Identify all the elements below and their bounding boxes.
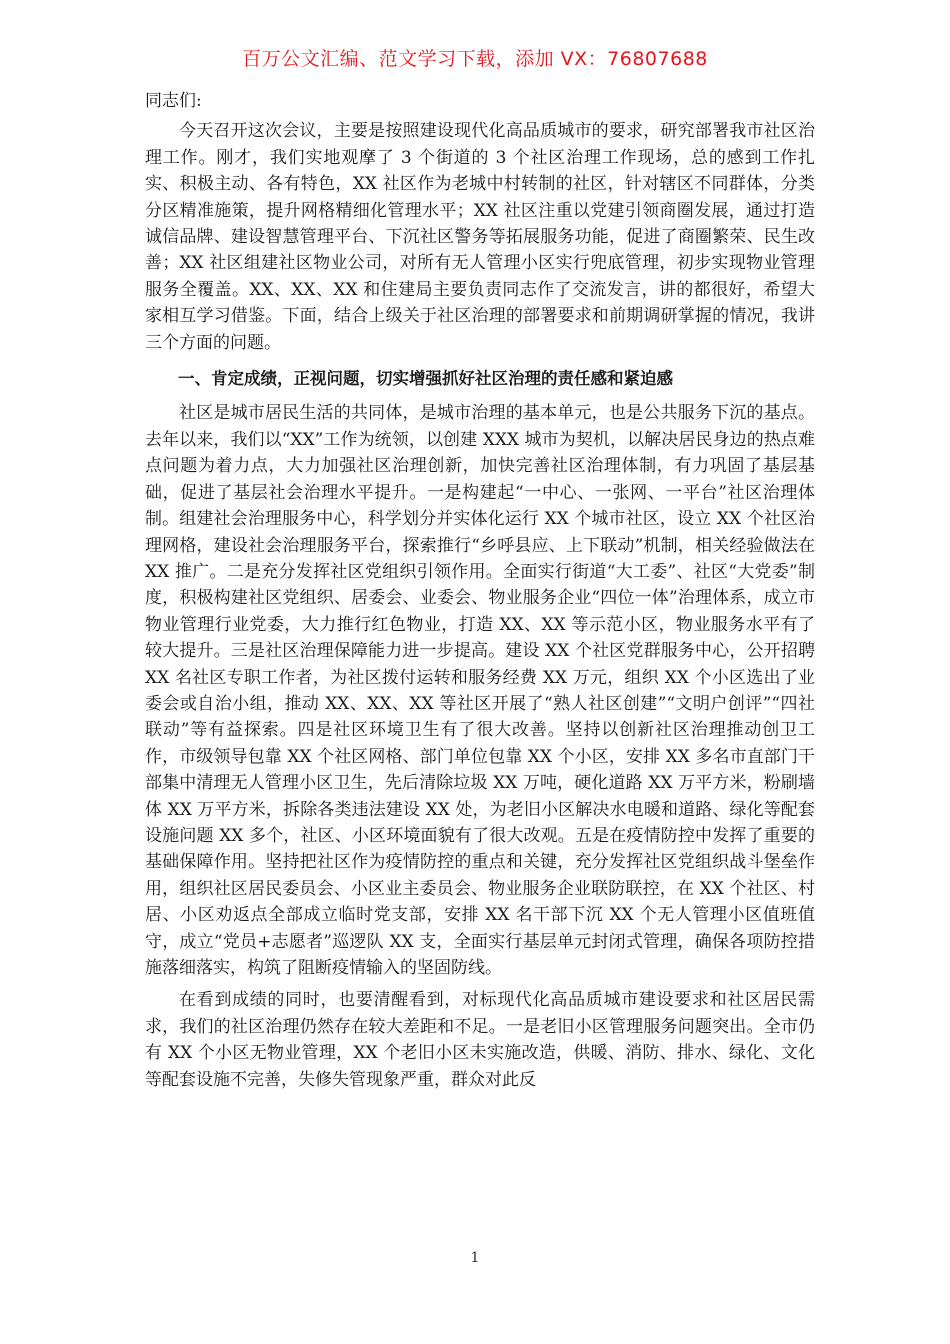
intro-paragraph: 今天召开这次会议，主要是按照建设现代化高品质城市的要求，研究部署我市社区治理工作。刚才，我们实地观摩了 3 个街道的 3 个社区治理工作现场，总的感到工作扎实、积极主动、各有特色，XX 社区作为老城中村转制的社区，针对辖区不同群体，分类分区精准施策，提升网格精细化管理水平；XX 社区注重以党建引领商圈发展，通过打造诚信品牌、建设智慧管理平台、下沉社区警务等拓展服务功能，促进了商圈繁荣、民生改善；XX 社区组建社区物业公司，对所有无人管理小区实行兜底管理，初步实现物业管理服务全覆盖。XX、XX、XX 和住建局主要负责同志作了交流发言，讲的都很好，希望大家相互学习借鉴。下面，结合上级关于社区治理的部署要求和前期调研掌握的情况，我讲三个方面的问题。 — [145, 121, 815, 353]
section-paragraph: 在看到成绩的同时，也要清醒看到，对标现代化高品质城市建设要求和社区居民需求，我们的社区治理仍然存在较大差距和不足。一是老旧小区管理服务问题突出。全市仍有 XX 个小区无物业管理，XX 个老旧小区未实施改造，供暖、消防、排水、绿化、文化等配套设施不完善，失修失管现象严重，群众对此反 — [145, 990, 815, 1090]
document-body — [145, 88, 815, 1099]
section-heading: 一、肯定成绩，正视问题，切实增强抓好社区治理的责任感和紧迫感 — [178, 369, 673, 389]
page-number: 1 — [470, 1250, 480, 1266]
salutation: 同志们: — [145, 91, 202, 111]
watermark-header: 百万公文汇编、范文学习下载，添加 VX：76807688 — [242, 48, 708, 70]
section-paragraph: 社区是城市居民生活的共同体，是城市治理的基本单元，也是公共服务下沉的基点。去年以来，我们以“XX”工作为统领，以创建 XXX 城市为契机，以解决居民身边的热点难点问题为着力点，大力加强社区治理创新，加快完善社区治理体制，有力巩固了基层基础，促进了基层社会治理水平提升。一是构建起“一中心、一张网、一平台”社区治理体制。组建社会治理服务中心，科学划分并实体化运行 XX 个城市社区，设立 XX 个社区治理网格，建设社会治理服务平台，探索推行“乡呼县应、上下联动”机制，相关经验做法在 XX 推广。二是充分发挥社区党组织引领作用。全面实行街道“大工委”、社区“大党委”制度，积极构建社区党组织、居委会、业委会、物业服务企业“四位一体”治理体系，成立市物业管理行业党委，大力推行红色物业，打造 XX、XX 等示范小区，物业服务水平有了较大提升。三是社区治理保障能力进一步提高。建设 XX 个社区党群服务中心，公开招聘 XX 名社区专职工作者，为社区拨付运转和服务经费 XX 万元，组织 XX 个小区选出了业委会或自治小组，推动 XX、XX、XX 等社区开展了“熟人社区创建”“文明户创评”“四社联动”等有益探索。四是社区环境卫生有了很大改善。坚持以创新社区治理推动创卫工作，市级领导包靠 XX 个社区网格、部门单位包靠 XX 个小区，安排 XX 多名市直部门干部集中清理无人管理小区卫生，先后清除垃圾 XX 万吨，硬化道路 XX 万平方米，粉刷墙体 XX 万平方米，拆除各类违法建设 XX 处，为老旧小区解决水电暖和道路、绿化等配套设施问题 XX 多个，社区、小区环境面貌有了很大改观。五是在疫情防控中发挥了重要的基础保障作用。坚持把社区作为疫情防控的重点和关键，充分发挥社区党组织战斗堡垒作用，组织社区居民委员会、小区业主委员会、物业服务企业联防联控，在 XX 个社区、村居、小区劝返点全部成立临时党支部，安排 XX 名干部下沉 XX 个无人管理小区值班值守，成立“党员+志愿者”巡逻队 XX 支，全面实行基层单元封闭式管理，确保各项防控措施落细落实，构筑了阻断疫情输入的坚固防线。 — [145, 403, 815, 978]
